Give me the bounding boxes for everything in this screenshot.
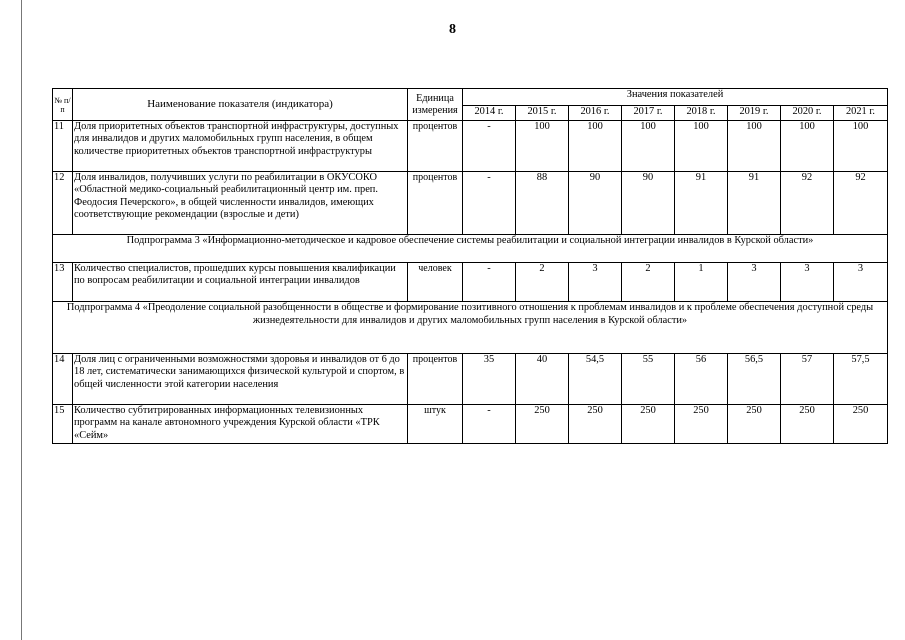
value-cell: 250	[675, 405, 728, 444]
year-header: 2014 г.	[463, 106, 516, 121]
value-cell: 40	[516, 354, 569, 405]
subprogram-row	[53, 302, 888, 354]
value-cell: -	[463, 121, 516, 172]
value-cell: 250	[622, 405, 675, 444]
year-header: 2021 г.	[834, 106, 888, 121]
value-cell: 88	[516, 172, 569, 235]
value-cell: 56,5	[728, 354, 781, 405]
value-cell: -	[463, 172, 516, 235]
value-cell: 3	[781, 263, 834, 302]
value-cell: 92	[781, 172, 834, 235]
year-header: 2019 г.	[728, 106, 781, 121]
value-cell: 55	[622, 354, 675, 405]
value-cell: 100	[675, 121, 728, 172]
subprogram-title: Подпрограмма 4 «Преодоление социальной разобщенности в обществе и формирование позитивного отношения к проблемам инвалидов и к проблеме обеспечения доступной среды жизнедеятельности для инвалидов и других маломобильных групп населения в Курской области»	[53, 302, 888, 354]
value-cell: -	[463, 405, 516, 444]
value-cell: 54,5	[569, 354, 622, 405]
value-cell: 250	[834, 405, 888, 444]
value-cell: 3	[728, 263, 781, 302]
value-cell: 250	[569, 405, 622, 444]
value-cell: 56	[675, 354, 728, 405]
col-header-unit: Единица измерения	[408, 89, 463, 121]
table-row	[53, 172, 888, 235]
page-edge-line	[21, 0, 22, 640]
year-header: 2015 г.	[516, 106, 569, 121]
subprogram-row	[53, 235, 888, 263]
value-cell: 100	[781, 121, 834, 172]
value-cell: 92	[834, 172, 888, 235]
value-cell: 2	[622, 263, 675, 302]
unit-cell: процентов	[408, 354, 463, 405]
col-header-number: № п/п	[53, 89, 73, 121]
col-header-name: Наименование показателя (индикатора)	[73, 89, 408, 121]
value-cell: 100	[728, 121, 781, 172]
value-cell: 35	[463, 354, 516, 405]
unit-cell: процентов	[408, 121, 463, 172]
value-cell: 250	[516, 405, 569, 444]
value-cell: 100	[516, 121, 569, 172]
year-header: 2018 г.	[675, 106, 728, 121]
value-cell: -	[463, 263, 516, 302]
indicator-name: Количество специалистов, прошедших курсы повышения квалификации по вопросам реабилитации и социальной интеграции инвалидов	[73, 263, 408, 302]
table-row	[53, 121, 888, 172]
value-cell: 3	[569, 263, 622, 302]
indicator-name: Доля инвалидов, получивших услуги по реабилитации в ОКУСОКО «Областной медико-социальный реабилитационный центр им. преп. Феодосия Печерского», в общей численности инвалидов, имеющих соответствующие рекомендации (взрослые и дети)	[73, 172, 408, 235]
value-cell: 3	[834, 263, 888, 302]
table-row	[53, 405, 888, 444]
indicator-name: Доля лиц с ограниченными возможностями здоровья и инвалидов от 6 до 18 лет, систематически занимающихся физической культурой и спортом, в общей численности этой категории населения	[73, 354, 408, 405]
year-header: 2020 г.	[781, 106, 834, 121]
value-cell: 91	[675, 172, 728, 235]
row-number: 15	[53, 405, 73, 444]
unit-cell: процентов	[408, 172, 463, 235]
table-row	[53, 354, 888, 405]
row-number: 14	[53, 354, 73, 405]
subprogram-title: Подпрограмма 3 «Информационно-методическое и кадровое обеспечение системы реабилитации и социальной интеграции инвалидов в Курской области»	[53, 235, 888, 263]
unit-cell: человек	[408, 263, 463, 302]
unit-cell: штук	[408, 405, 463, 444]
page-number: 8	[449, 22, 456, 37]
indicator-name: Доля приоритетных объектов транспортной инфраструктуры, доступных для инвалидов и других маломобильных групп населения, в общем количестве приоритетных объектов транспортной инфраструктуры	[73, 121, 408, 172]
value-cell: 250	[728, 405, 781, 444]
value-cell: 250	[781, 405, 834, 444]
value-cell: 1	[675, 263, 728, 302]
value-cell: 57,5	[834, 354, 888, 405]
row-number: 13	[53, 263, 73, 302]
year-header: 2017 г.	[622, 106, 675, 121]
table-row	[53, 263, 888, 302]
value-cell: 100	[622, 121, 675, 172]
value-cell: 100	[834, 121, 888, 172]
value-cell: 2	[516, 263, 569, 302]
value-cell: 57	[781, 354, 834, 405]
indicators-table	[52, 88, 888, 444]
row-number: 12	[53, 172, 73, 235]
row-number: 11	[53, 121, 73, 172]
indicator-name: Количество субтитрированных информационных телевизионных программ на канале автономного учреждения Курской области «ТРК «Сейм»	[73, 405, 408, 444]
value-cell: 91	[728, 172, 781, 235]
value-cell: 90	[569, 172, 622, 235]
col-header-values: Значения показателей	[463, 89, 888, 106]
year-header: 2016 г.	[569, 106, 622, 121]
value-cell: 90	[622, 172, 675, 235]
value-cell: 100	[569, 121, 622, 172]
